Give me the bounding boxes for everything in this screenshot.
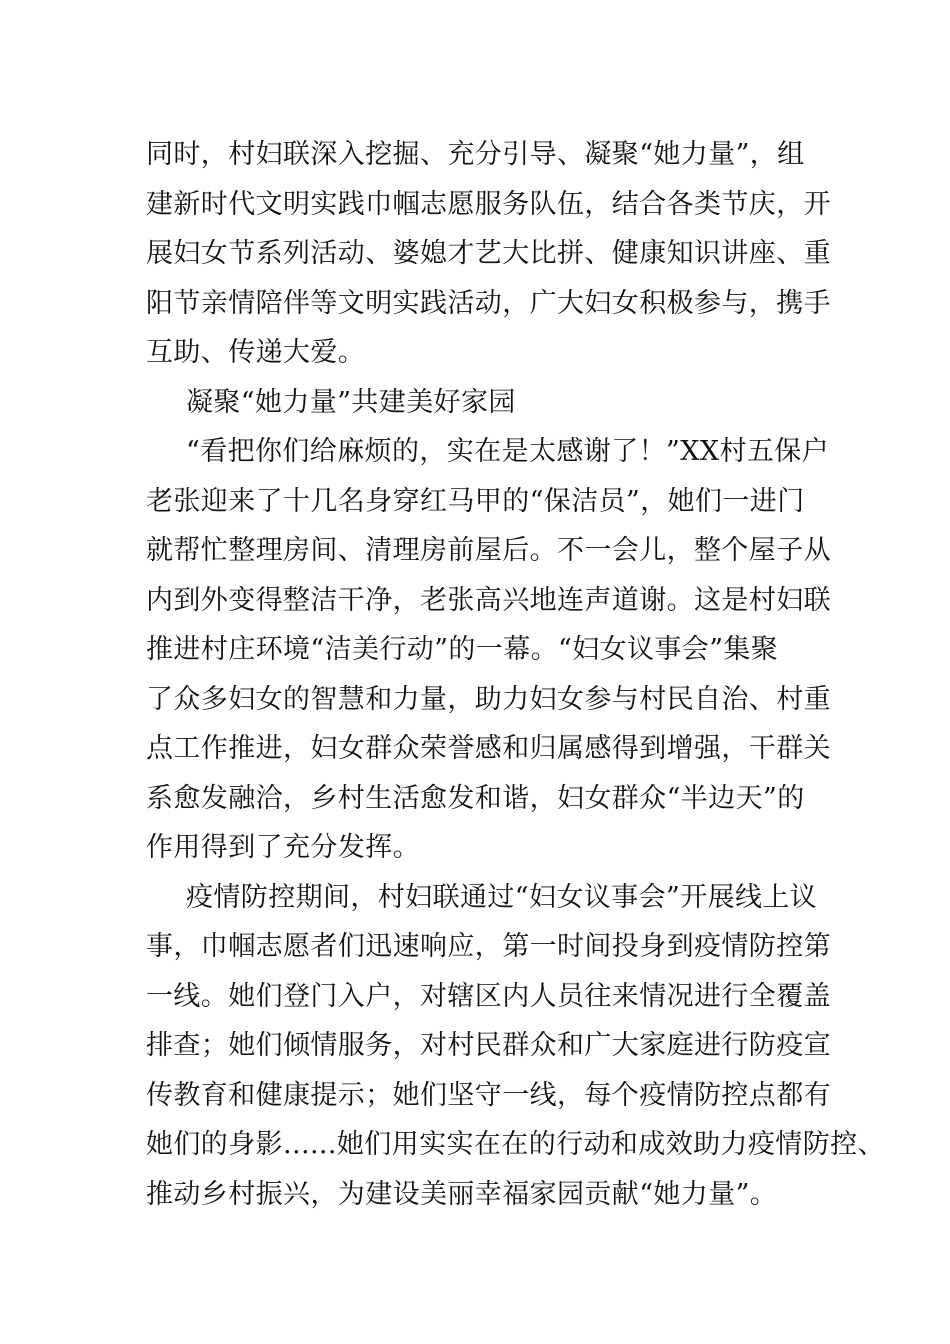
paragraph-line: 同时，村妇联深入挖掘、充分引导、凝聚“她力量”，组	[146, 139, 805, 170]
paragraph-line: 她们的身影......她们用实实在在的行动和成效助力疫情防控、	[146, 1129, 885, 1160]
paragraph-line: 传教育和健康提示；她们坚守一线，每个疫情防控点都有	[146, 1079, 831, 1111]
section-heading: 凝聚“她力量”共建美好家园	[186, 386, 516, 418]
paragraph-line: 点工作推进，妇女群众荣誉感和归属感得到增强，干群关	[146, 733, 831, 764]
paragraph-line: 内到外变得整洁干净，老张高兴地连声道谢。这是村妇联	[146, 584, 831, 616]
paragraph-line: 老张迎来了十几名身穿红马甲的“保洁员”，她们一进门	[146, 485, 805, 517]
paragraph-line: 事，巾帼志愿者们迅速响应，第一时间投身到疫情防控第	[146, 931, 831, 962]
paragraph-line: 展妇女节系列活动、婆媳才艺大比拼、健康知识讲座、重	[146, 238, 831, 269]
paragraph-line: 推动乡村振兴，为建设美丽幸福家园贡献“她力量”。	[146, 1178, 778, 1210]
paragraph-line: 排查；她们倾情服务，对村民群众和广大家庭进行防疫宣	[146, 1030, 831, 1061]
paragraph-line: 系愈发融洽，乡村生活愈发和谐，妇女群众“半边天”的	[146, 782, 805, 814]
paragraph-line: 一线。她们登门入户，对辖区内人员往来情况进行全覆盖	[146, 980, 831, 1012]
paragraph-line: 建新时代文明实践巾帼志愿服务队伍，结合各类节庆，开	[146, 188, 831, 220]
paragraph-line: 推进村庄环境“洁美行动”的一幕。“妇女议事会”集聚	[146, 634, 779, 665]
paragraph-line: 阳节亲情陪伴等文明实践活动，广大妇女积极参与，携手	[146, 287, 831, 319]
paragraph-line: “看把你们给麻烦的，实在是太感谢了！”XX村五保户	[186, 436, 830, 467]
paragraph-line: 作用得到了充分发挥。	[146, 832, 420, 863]
paragraph-line: 了众多妇女的智慧和力量，助力妇女参与村民自治、村重	[146, 683, 831, 715]
paragraph-line: 互助、传递大爱。	[146, 337, 366, 368]
paragraph-line: 就帮忙整理房间、清理房前屋后。不一会儿，整个屋子从	[146, 535, 831, 566]
paragraph-line: 疫情防控期间，村妇联通过“妇女议事会”开展线上议	[186, 881, 818, 913]
article-body	[146, 130, 885, 1219]
